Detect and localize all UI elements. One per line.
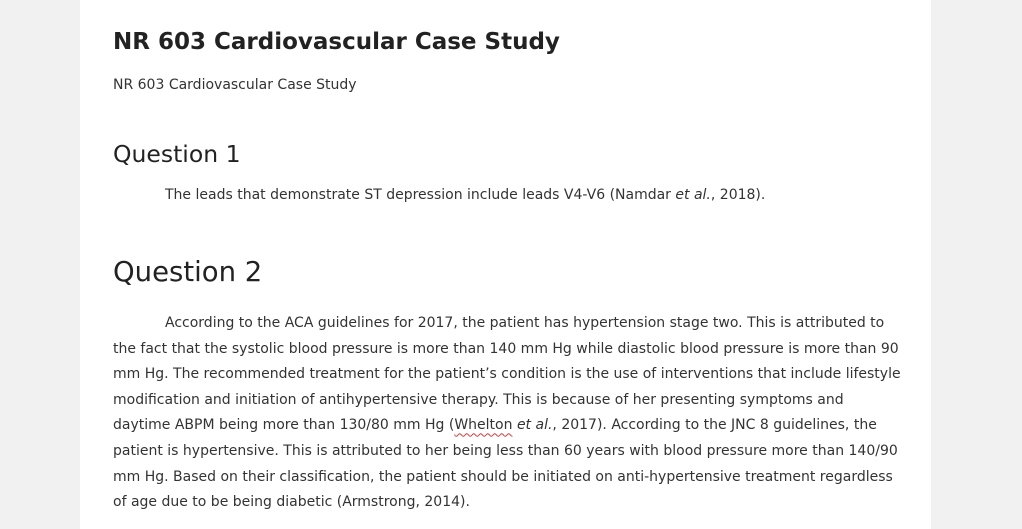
question-2-heading: Question 2 [113,256,263,288]
question-1-text-end: , 2018). [710,187,766,203]
question-1-et-al: et al. [675,187,711,203]
paragraph-line: According to the ACA guidelines for 2017, the patient has hypertension stage two. This is attributed to [165,315,885,331]
page-subtitle: NR 603 Cardiovascular Case Study [113,77,357,93]
paragraph-line: mm Hg. Based on their classification, the patient should be initiated on anti-hypertensive treatment regardless [113,468,893,485]
line-text: , 2017). According to the JNC 8 guidelines, the [552,417,877,434]
citation-et-al: et al. [516,417,553,434]
paragraph-line: mm Hg. The recommended treatment for the patient’s condition is the use of interventions that include lifestyle [113,366,901,383]
paragraph-line: patient is hypertensive. This is attributed to her being less than 60 years with blood pressure more than 140/90 [113,442,898,459]
question-2-paragraph [113,311,913,516]
paragraph-line: of age due to be being diabetic (Armstrong, 2014). [113,494,470,511]
paragraph-line: modification and initiation of antihypertensive therapy. This is because of her presenting symptoms and [113,391,844,408]
question-1-heading: Question 1 [113,140,241,168]
paragraph-line [113,413,913,439]
question-1-paragraph [165,187,765,203]
spellcheck-flagged-word[interactable]: Whelton [454,417,513,434]
document-page [80,0,931,529]
question-1-text: The leads that demonstrate ST depression include leads V4-V6 (Namdar [165,187,676,203]
paragraph-line: the fact that the systolic blood pressure is more than 140 mm Hg while diastolic blood pressure is more than 90 [113,340,899,357]
line-text: daytime ABPM being more than 130/80 mm Hg ( [113,417,455,434]
page-title: NR 603 Cardiovascular Case Study [113,29,560,55]
